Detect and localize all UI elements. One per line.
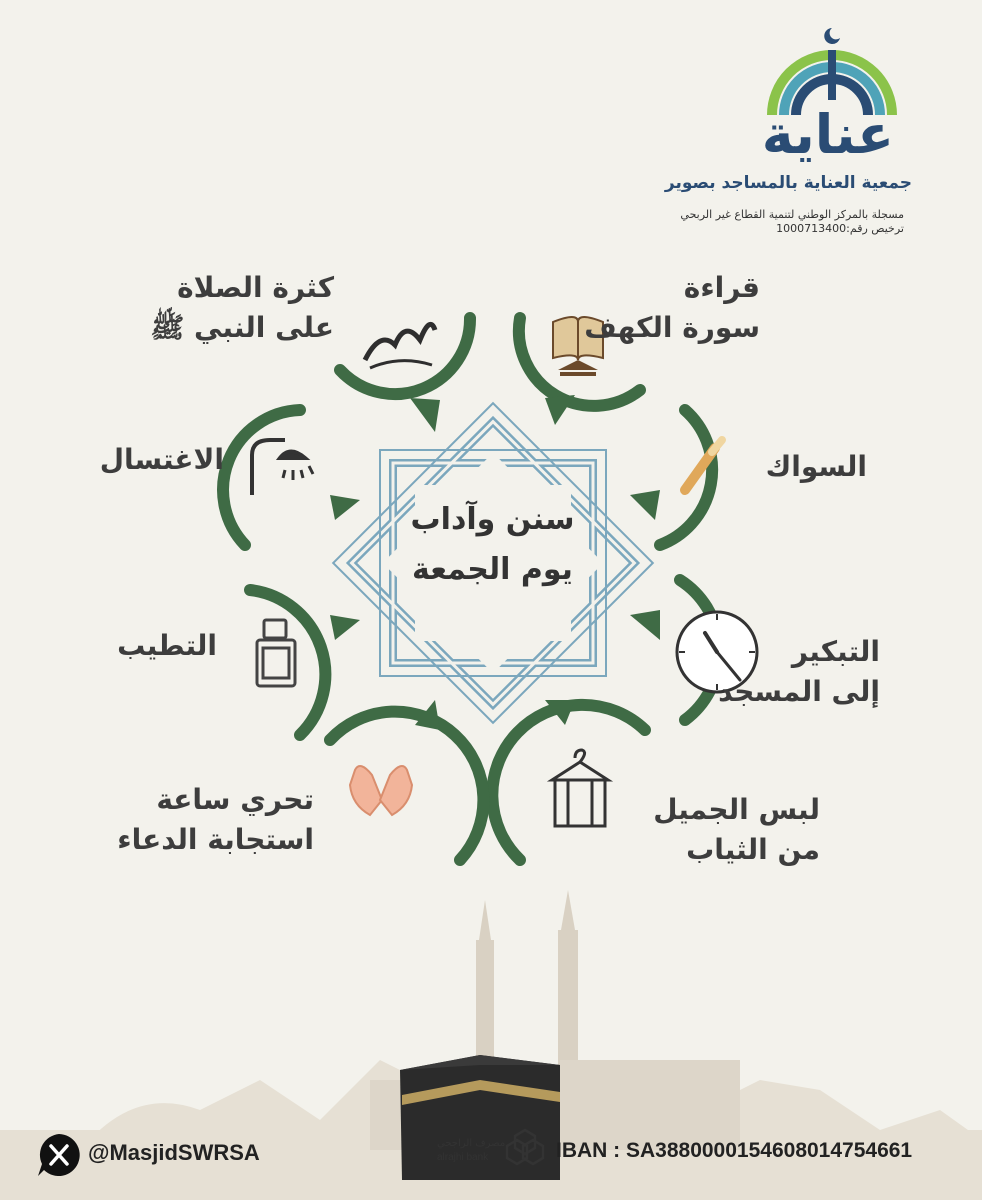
arc-salat-pointer [410, 398, 440, 432]
label-kahf-line1: قراءة [683, 271, 760, 304]
label-ightisal-line1: الاغتسال [99, 443, 224, 476]
social-handle[interactable]: @MasjidSWRSA [88, 1140, 260, 1165]
label-siwak [766, 447, 867, 487]
label-libas-line2: من الثياب [686, 833, 820, 866]
label-kahf-line2: سورة الكهف [584, 311, 760, 344]
label-libas-line1: لبس الجميل [653, 793, 820, 826]
arc-siwak [660, 410, 712, 545]
arc-ightisal [223, 410, 300, 545]
center-title [375, 495, 610, 595]
label-salat-nabi-line2: على النبي ﷺ [150, 311, 334, 344]
x-logo-icon[interactable] [36, 1132, 82, 1178]
label-libas [653, 790, 820, 870]
label-salat-nabi-line1: كثرة الصلاة [177, 271, 334, 304]
bank-name-english: alrajhi bank [437, 1152, 489, 1163]
arc-ightisal-pointer [330, 495, 360, 520]
center-title-line1: سنن وآداب [410, 502, 575, 537]
arc-tatayyub-pointer [330, 615, 360, 640]
arc-siwak-pointer [630, 490, 660, 520]
label-tabkir [718, 632, 880, 712]
registration-text: مسجلة بالمركز الوطني لتنمية القطاع غير الربحي [680, 208, 904, 221]
praying-hands-icon [350, 766, 412, 815]
license-number: ترخيص رقم:1000713400 [776, 222, 904, 235]
label-dua-line2: استجابة الدعاء [117, 823, 314, 856]
label-ightisal [100, 440, 224, 480]
perfume-icon [257, 620, 295, 686]
alrajhi-bank-icon [505, 1126, 545, 1166]
label-dua-line1: تحري ساعة [156, 783, 314, 816]
logo-wordmark: عناية [761, 103, 894, 166]
label-tatayyub-line1: التطيب [117, 629, 217, 662]
label-kahf [584, 268, 760, 348]
label-tatayyub [117, 626, 217, 666]
shower-icon [252, 440, 313, 495]
arc-tabkir-pointer [630, 610, 660, 640]
label-tabkir-line2: إلى المسجد [718, 675, 880, 708]
center-title-line2: يوم الجمعة [412, 552, 573, 587]
iban-number[interactable]: IBAN : SA3880000154608014754661 [556, 1139, 913, 1162]
label-dua [117, 780, 314, 860]
muhammad-calligraphy-icon [365, 324, 435, 368]
clothes-hanger-icon [552, 750, 608, 826]
label-siwak-line1: السواك [765, 450, 867, 483]
bank-name-arabic: مصرف الراجحي [437, 1138, 506, 1149]
arc-kahf-pointer [545, 395, 575, 425]
label-salat-nabi [150, 268, 334, 348]
organization-name: جمعية العناية بالمساجد بصوير [664, 173, 912, 193]
label-tabkir-line1: التبكير [791, 635, 880, 668]
